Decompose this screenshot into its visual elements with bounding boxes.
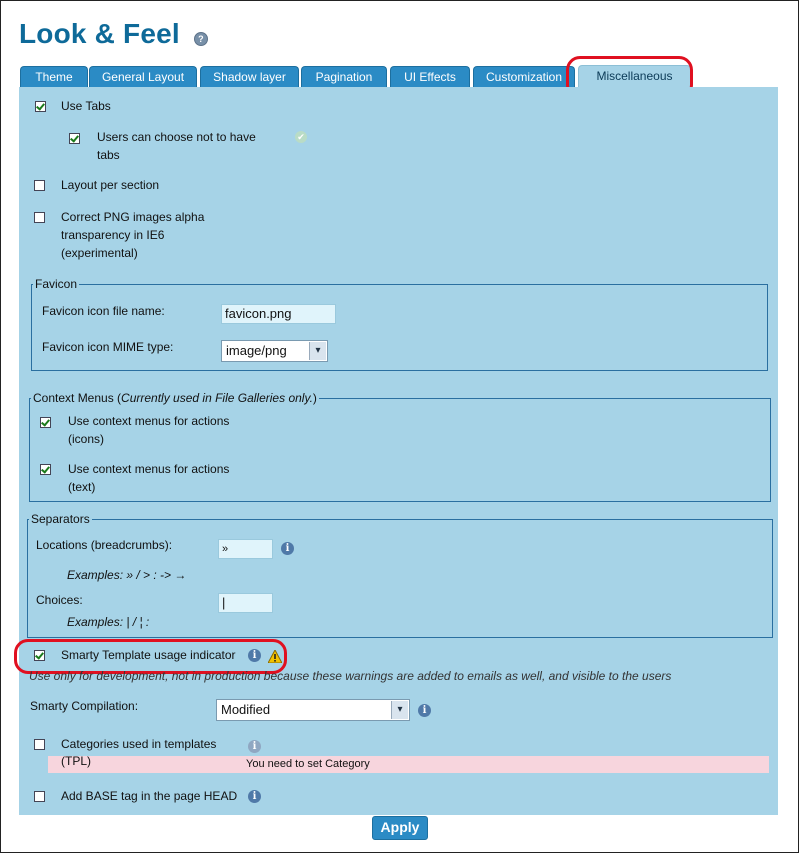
smarty-compilation-value: Modified: [221, 702, 271, 717]
favicon-file-input[interactable]: favicon.png: [221, 304, 336, 324]
smarty-compilation-select[interactable]: [216, 699, 410, 721]
categories-tpl-label-1: Categories used in templates: [61, 737, 217, 751]
users-choose-tabs-checkbox[interactable]: [69, 133, 80, 144]
tab-pagination[interactable]: Pagination: [301, 66, 387, 88]
choices-input[interactable]: |: [218, 593, 273, 613]
favicon-mime-value: image/png: [226, 343, 287, 358]
categories-warning: [48, 756, 769, 773]
users-choose-tabs-label-2: tabs: [97, 148, 120, 162]
context-menus-legend: [31, 391, 319, 405]
context-menus-legend-prefix: Context Menus (: [33, 391, 122, 405]
tab-miscellaneous[interactable]: Miscellaneous: [578, 65, 691, 89]
info-icon[interactable]: i: [248, 649, 261, 662]
layout-per-section-checkbox[interactable]: [34, 180, 45, 191]
smarty-compilation-label: Smarty Compilation:: [30, 699, 139, 713]
use-tabs-label: Use Tabs: [61, 99, 111, 113]
page-title: [19, 18, 204, 50]
context-menus-text-label-2: (text): [68, 480, 96, 494]
context-menus-legend-note: Currently used in File Galleries only.: [121, 391, 313, 405]
use-tabs-checkbox[interactable]: [35, 101, 46, 112]
favicon-file-label: Favicon icon file name:: [42, 304, 165, 318]
info-icon[interactable]: i: [248, 790, 261, 803]
locations-examples: Examples: » / > : -> →: [67, 568, 187, 582]
favicon-legend: Favicon: [35, 277, 78, 291]
context-menus-icons-label-2: (icons): [68, 432, 105, 446]
favicon-fieldset: [31, 277, 768, 371]
base-tag-checkbox[interactable]: [34, 791, 45, 802]
separators-legend: Separators: [31, 512, 90, 526]
locations-input[interactable]: »: [218, 539, 273, 559]
info-icon[interactable]: i: [418, 704, 431, 717]
users-choose-tabs-label-1: Users can choose not to have: [97, 130, 256, 144]
help-icon[interactable]: ?: [194, 32, 208, 46]
favicon-mime-select[interactable]: [221, 340, 328, 362]
categories-tpl-checkbox[interactable]: [34, 739, 45, 750]
smarty-indicator-label: Smarty Template usage indicator: [61, 648, 236, 662]
tab-shadow-layer[interactable]: Shadow layer: [200, 66, 299, 88]
context-menus-text-label-1: Use context menus for actions: [68, 462, 230, 476]
context-menus-legend-suffix: ): [312, 391, 317, 405]
page-title-text: Look & Feel: [19, 18, 180, 49]
tab-theme[interactable]: Theme: [20, 66, 88, 88]
png-alpha-label-2: transparency in IE6: [61, 228, 165, 242]
choices-examples: Examples: | / ¦ :: [67, 615, 150, 629]
locations-label: Locations (breadcrumbs):: [36, 538, 173, 552]
warning-icon: [268, 650, 282, 663]
layout-per-section-label: Layout per section: [61, 178, 160, 192]
chevron-down-icon: ▾: [309, 342, 326, 360]
tab-customization[interactable]: Customization: [473, 66, 575, 88]
favicon-mime-label: Favicon icon MIME type:: [42, 340, 174, 354]
ok-icon: ✔: [295, 131, 307, 143]
smarty-indicator-note: Use only for development, not in production because these warnings are added to emails as well, and visible to the users: [29, 669, 672, 683]
context-menus-icons-checkbox[interactable]: [40, 417, 51, 428]
choices-label: Choices:: [36, 593, 83, 607]
apply-button[interactable]: Apply: [372, 816, 428, 840]
info-icon[interactable]: i: [248, 740, 261, 753]
base-tag-label: Add BASE tag in the page HEAD: [61, 789, 238, 803]
context-menus-text-checkbox[interactable]: [40, 464, 51, 475]
png-alpha-label-3: (experimental): [61, 246, 138, 260]
png-alpha-checkbox[interactable]: [34, 212, 45, 223]
tab-general-layout[interactable]: General Layout: [89, 66, 197, 88]
categories-tpl-label-2: (TPL): [61, 754, 91, 768]
smarty-indicator-checkbox[interactable]: [34, 650, 45, 661]
context-menus-fieldset: [29, 391, 771, 502]
png-alpha-label-1: Correct PNG images alpha: [61, 210, 205, 224]
categories-warning-text: You need to set Category: [246, 758, 370, 770]
info-icon[interactable]: i: [281, 542, 294, 555]
context-menus-icons-label-1: Use context menus for actions: [68, 414, 230, 428]
chevron-down-icon: ▾: [391, 701, 408, 719]
tab-ui-effects[interactable]: UI Effects: [390, 66, 470, 88]
